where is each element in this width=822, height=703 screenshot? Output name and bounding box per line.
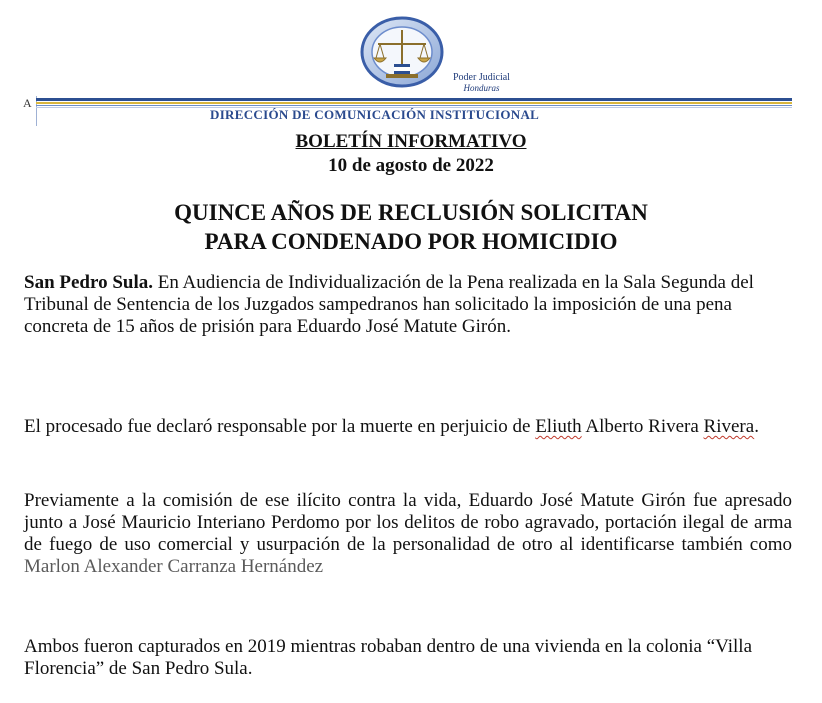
headline <box>0 198 822 256</box>
logo-caption <box>453 73 510 93</box>
department-name: DIRECCIÓN DE COMUNICACIÓN INSTITUCIONAL <box>210 107 540 122</box>
paragraph-3-text-b: al identificarse también como <box>559 534 792 555</box>
bulletin-date: 10 de agosto de 2022 <box>328 155 494 176</box>
stray-mark: A <box>23 96 32 110</box>
bulletin-title: BOLETÍN INFORMATIVO <box>295 131 527 152</box>
victim-surname: Rivera <box>703 416 755 437</box>
paragraph-2 <box>24 416 792 438</box>
headline-line-2: PARA CONDENADO POR HOMICIDIO <box>204 229 618 254</box>
header-band-blue <box>36 98 792 101</box>
dateline: San Pedro Sula. <box>24 272 153 293</box>
paragraph-1-text: En Audiencia de Individualización de la Pena realizada en la Sala Segunda del Tribunal de Sentencia de los Juzgados sampedranos han solicitado la imposición de una pena concreta de 15 años de prisión para Eduardo José Matute Girón. <box>24 272 754 337</box>
paragraph-3-alias: Marlon Alexander Carranza Hernández <box>24 556 324 577</box>
org-name: Poder Judicial <box>453 72 510 83</box>
victim-first-name: Eliuth <box>535 416 582 437</box>
org-country: Honduras <box>463 83 500 93</box>
paragraph-3-text-a: Previamente a la comisión de ese ilícito contra la vida, Eduardo José Matute Girón fue apresado junto a José Mauricio Interiano Perdomo por los delitos de robo agravado, portación ilegal de arma de fuego de uso comercial y usurpación de la personalidad de otro <box>24 490 792 555</box>
paragraph-1 <box>24 272 792 338</box>
header-band-light <box>36 105 792 106</box>
paragraph-2-text-b: Alberto Rivera <box>581 416 704 437</box>
paragraph-2-text-a: El procesado fue declaró responsable por la muerte en perjuicio de <box>24 416 536 437</box>
paragraph-4: Ambos fueron capturados en 2019 mientras robaban dentro de una vivienda en la colonia “Villa Florencia” de San Pedro Sula. <box>24 636 753 679</box>
headline-line-1: QUINCE AÑOS DE RECLUSIÓN SOLICITAN <box>174 200 648 225</box>
poder-judicial-logo-icon <box>356 14 456 94</box>
paragraph-2-text-c: . <box>754 416 759 437</box>
paragraph-3 <box>24 490 792 578</box>
header-band-gold <box>36 102 792 104</box>
